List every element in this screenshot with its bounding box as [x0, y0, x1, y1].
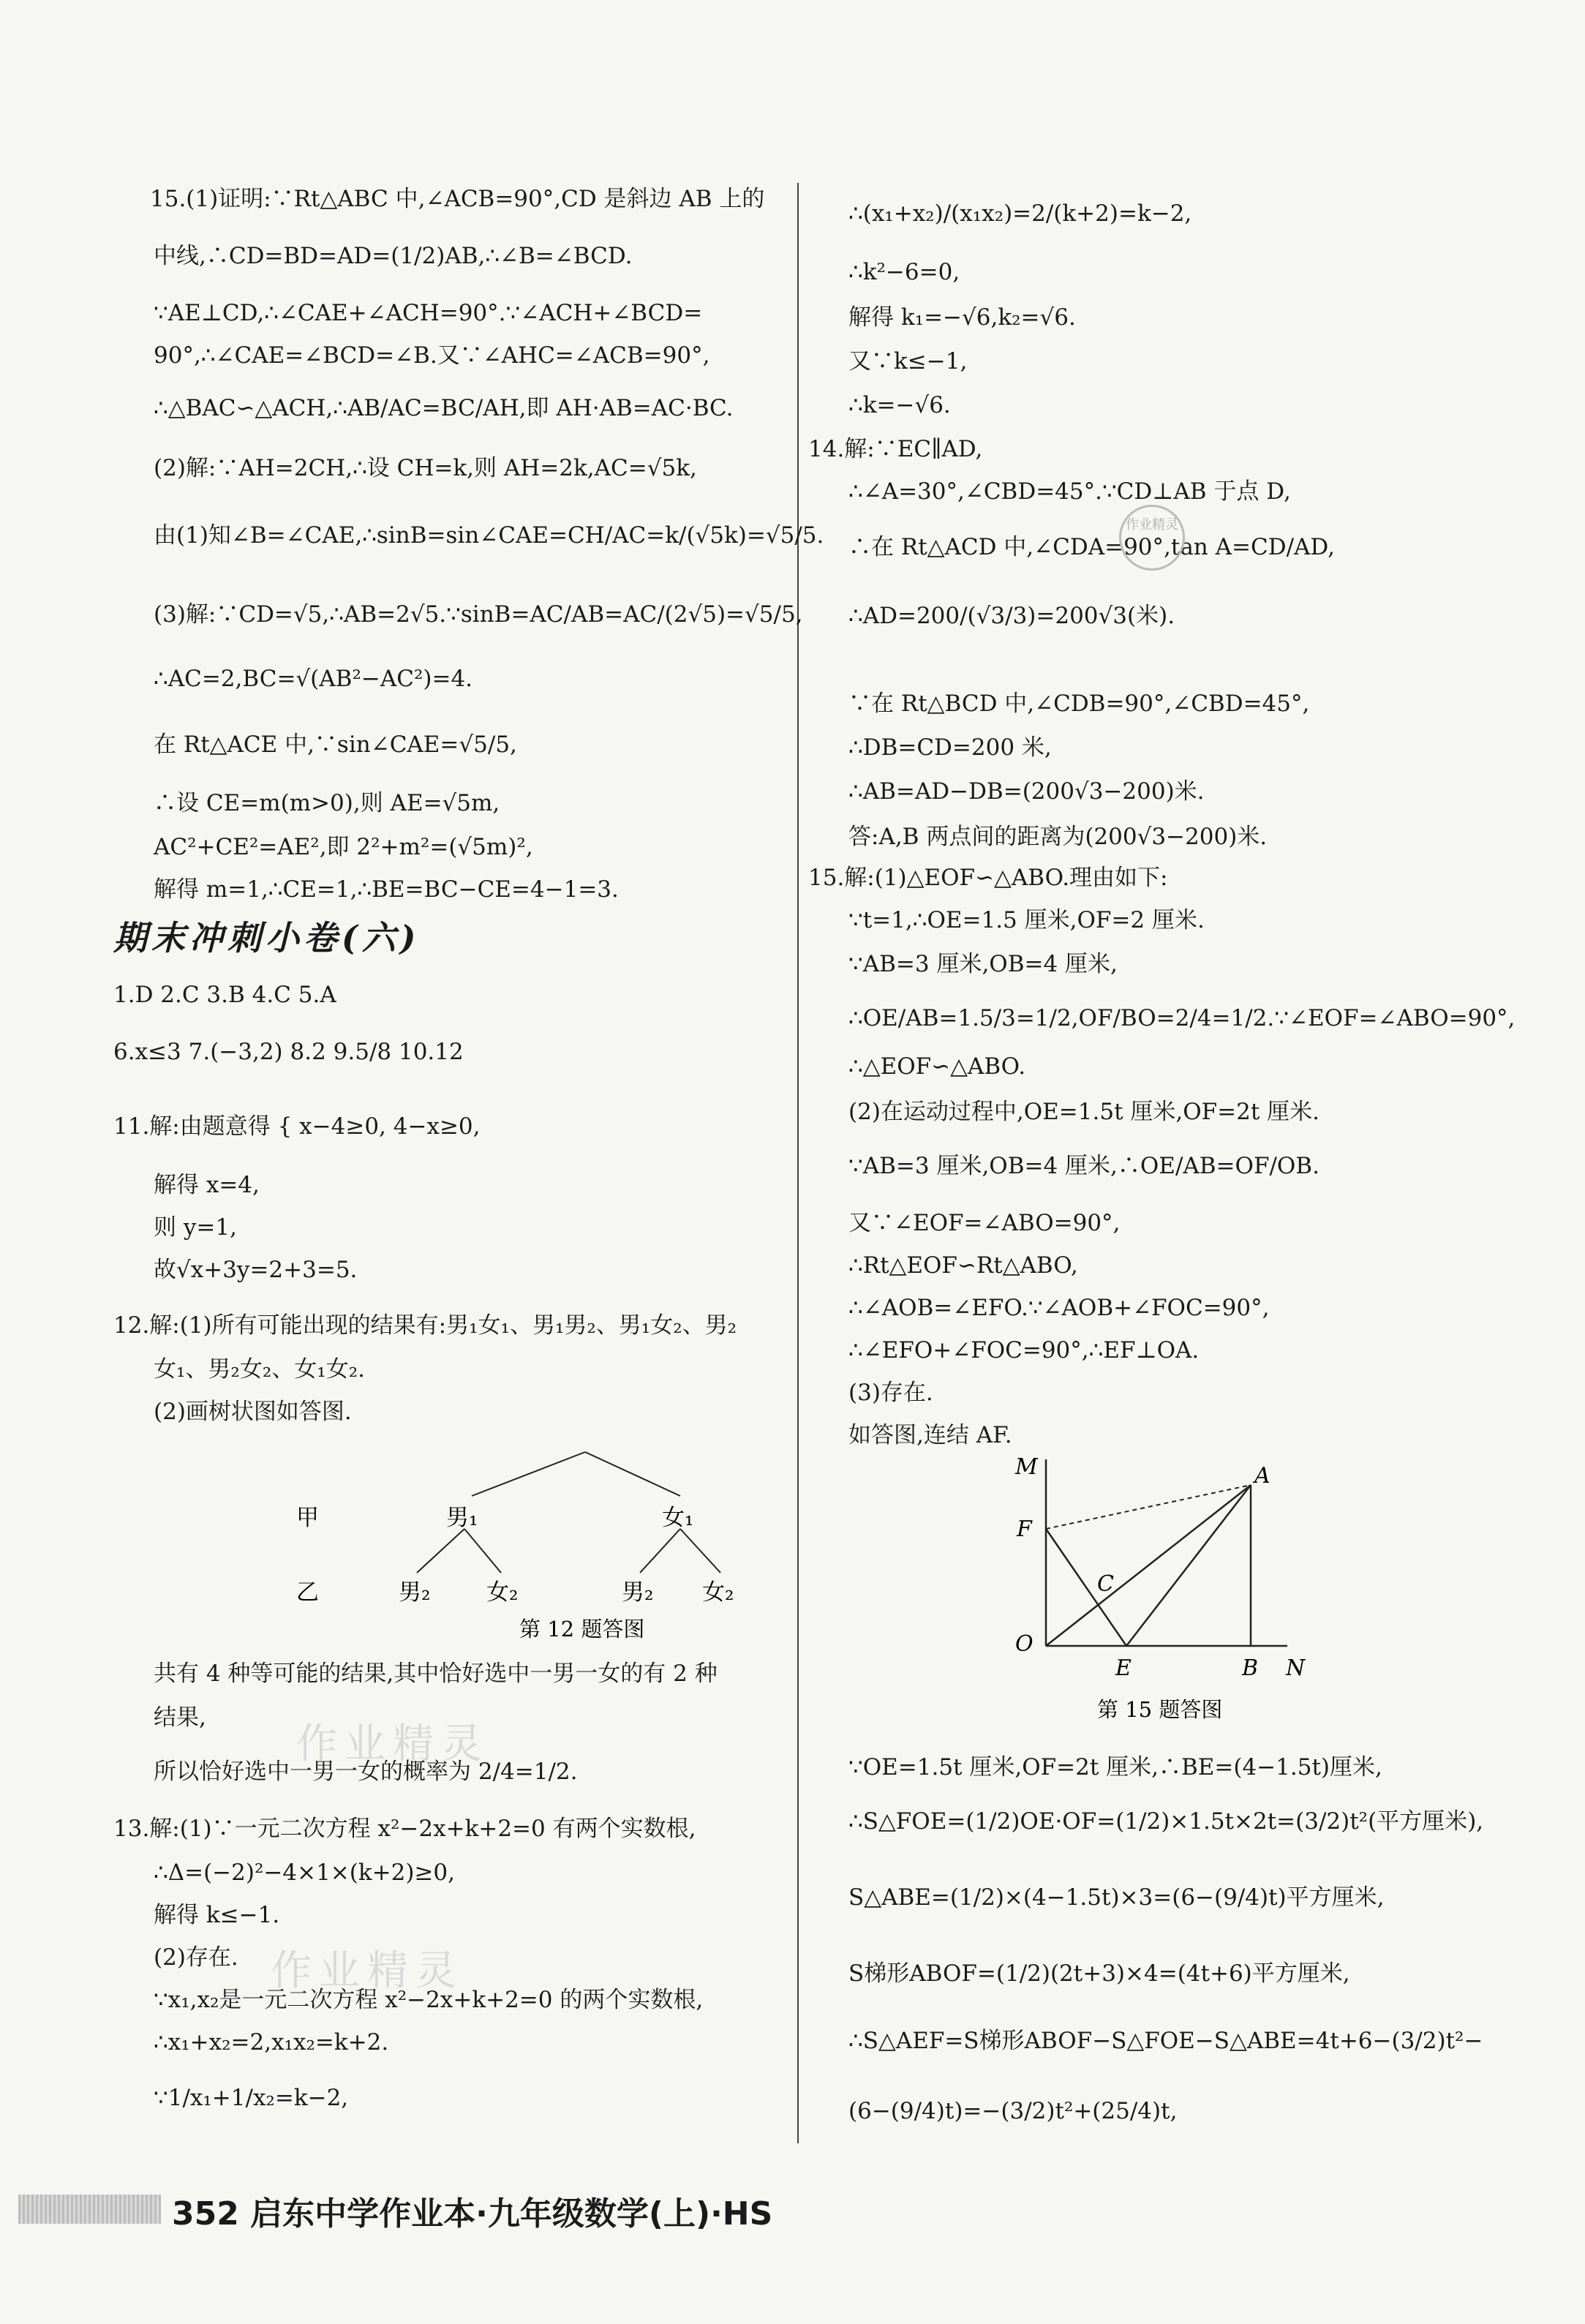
- text-line: 解得 m=1,∴CE=1,∴BE=BC−CE=4−1=3.: [154, 876, 619, 903]
- tree-node: 女₂: [702, 1579, 734, 1606]
- text-line: ∴DB=CD=200 米,: [848, 734, 1052, 761]
- tree-diagram: [278, 1445, 805, 1664]
- question-15: 15.解:(1)△EOF∽△ABO.理由如下:: [808, 865, 1168, 891]
- text-line: ∴∠EFO+∠FOC=90°,∴EF⊥OA.: [848, 1337, 1200, 1364]
- page-footer: 352 启东中学作业本·九年级数学(上)·HS: [172, 2195, 773, 2233]
- point-label: C: [1097, 1571, 1114, 1597]
- text-line: 所以恰好选中一男一女的概率为 2/4=1/2.: [154, 1759, 578, 1785]
- text-line: 结果,: [154, 1704, 206, 1731]
- text-line: 如答图,连结 AF.: [848, 1422, 1012, 1448]
- question-11: 11.解:由题意得 { x−4≥0, 4−x≥0,: [113, 1113, 481, 1140]
- tree-node: 男₂: [399, 1579, 431, 1606]
- text-line: ∴S△AEF=S梯形ABOF−S△FOE−S△ABE=4t+6−(3/2)t²−: [848, 2028, 1483, 2054]
- text-line: (2)在运动过程中,OE=1.5t 厘米,OF=2t 厘米.: [848, 1099, 1320, 1125]
- point-label: N: [1286, 1655, 1306, 1681]
- text-line: 在 Rt△ACE 中,∵sin∠CAE=√5/5,: [154, 732, 517, 758]
- text-line: (2)画树状图如答图.: [154, 1399, 352, 1425]
- text-line: ∴OE/AB=1.5/3=1/2,OF/BO=2/4=1/2.∵∠EOF=∠ABO=90°,: [848, 1005, 1516, 1031]
- watermark-stamp: 作业精灵: [1119, 505, 1185, 571]
- point-label: F: [1017, 1516, 1032, 1542]
- tree-caption: 第 12 题答图: [519, 1617, 645, 1642]
- text-line: ∵t=1,∴OE=1.5 厘米,OF=2 厘米.: [848, 907, 1205, 933]
- text-line: (3)存在.: [848, 1380, 933, 1406]
- text-line: 中线,∴CD=BD=AD=(1/2)AB,∴∠B=∠BCD.: [154, 243, 633, 269]
- question-14: 14.解:∵EC∥AD,: [808, 436, 983, 462]
- text-line: 解得 k≤−1.: [154, 1902, 280, 1928]
- point-label: B: [1242, 1655, 1259, 1681]
- text-line: ∵1/x₁+1/x₂=k−2,: [154, 2085, 349, 2111]
- text-line: (2)存在.: [154, 1944, 238, 1971]
- watermark: 作业精灵: [271, 1947, 464, 1995]
- text-line: ∴AD=200/(√3/3)=200√3(米).: [848, 603, 1175, 629]
- text-line: (3)解:∵CD=√5,∴AB=2√5.∵sinB=AC/AB=AC/(2√5)=√5/5,: [154, 601, 803, 628]
- text-line: 解得 k₁=−√6,k₂=√6.: [848, 304, 1076, 331]
- text-line: ∵AE⊥CD,∴∠CAE+∠ACH=90°.∵∠ACH+∠BCD=: [154, 300, 703, 326]
- text-line: 则 y=1,: [154, 1214, 237, 1241]
- text-line: ∴在 Rt△ACD 中,∠CDA=90°,tan A=CD/AD,: [848, 534, 1336, 560]
- answer-line: 6.x≤3 7.(−3,2) 8.2 9.5/8 10.12: [113, 1039, 464, 1065]
- text-line: 又∵k≤−1,: [848, 348, 968, 375]
- text-line: ∵AB=3 厘米,OB=4 厘米,∴OE/AB=OF/OB.: [848, 1153, 1319, 1179]
- text-line: ∴∠A=30°,∠CBD=45°.∵CD⊥AB 于点 D,: [848, 478, 1291, 505]
- text-line: 解得 x=4,: [154, 1172, 260, 1198]
- text-line: ∴∠AOB=∠EFO.∵∠AOB+∠FOC=90°,: [848, 1295, 1270, 1321]
- text-line: (2)解:∵AH=2CH,∴设 CH=k,则 AH=2k,AC=√5k,: [154, 455, 697, 481]
- question-12: 12.解:(1)所有可能出现的结果有:男₁女₁、男₁男₂、男₁女₂、男₂: [113, 1312, 737, 1339]
- text-line: 90°,∴∠CAE=∠BCD=∠B.又∵∠AHC=∠ACB=90°,: [154, 342, 710, 369]
- text-line: ∴AB=AD−DB=(200√3−200)米.: [848, 778, 1205, 805]
- text-line: (6−(9/4)t)=−(3/2)t²+(25/4)t,: [848, 2098, 1178, 2124]
- text-line: ∴Δ=(−2)²−4×1×(k+2)≥0,: [154, 1859, 455, 1886]
- text-line: ∴x₁+x₂=2,x₁x₂=k+2.: [154, 2029, 389, 2056]
- text-line: S△ABE=(1/2)×(4−1.5t)×3=(6−(9/4)t)平方厘米,: [848, 1884, 1385, 1911]
- text-line: ∴k=−√6.: [848, 392, 951, 418]
- point-label: E: [1115, 1655, 1132, 1681]
- tree-node: 女₂: [486, 1579, 519, 1606]
- text-line: ∴S△FOE=(1/2)OE·OF=(1/2)×1.5t×2t=(3/2)t²(平方厘米),: [848, 1808, 1484, 1835]
- question-13: 13.解:(1)∵一元二次方程 x²−2x+k+2=0 有两个实数根,: [113, 1816, 696, 1842]
- text-line: S梯形ABOF=(1/2)(2t+3)×4=(4t+6)平方厘米,: [848, 1960, 1350, 1987]
- text-line: ∵AB=3 厘米,OB=4 厘米,: [848, 951, 1118, 977]
- tree-node: 女₁: [662, 1505, 694, 1531]
- tree-node: 男₁: [446, 1505, 478, 1531]
- text-line: ∴AC=2,BC=√(AB²−AC²)=4.: [154, 666, 473, 692]
- column-divider: [797, 183, 799, 2143]
- tree-label-jia: 甲: [296, 1505, 319, 1531]
- geometry-figure-15: [1009, 1452, 1317, 1723]
- text-line: ∵x₁,x₂是一元二次方程 x²−2x+k+2=0 的两个实数根,: [154, 1987, 704, 2013]
- text-line: 女₁、男₂女₂、女₁女₂.: [154, 1356, 365, 1383]
- section-heading: 期末冲刺小卷(六): [113, 918, 421, 958]
- text-line: AC²+CE²=AE²,即 2²+m²=(√5m)²,: [154, 834, 533, 860]
- text-line: ∴△BAC∽△ACH,∴AB/AC=BC/AH,即 AH·AB=AC·BC.: [154, 395, 734, 421]
- text-line: 15.(1)证明:∵Rt△ABC 中,∠ACB=90°,CD 是斜边 AB 上的: [150, 186, 765, 212]
- answer-line: 1.D 2.C 3.B 4.C 5.A: [113, 982, 336, 1008]
- text-line: ∵在 Rt△BCD 中,∠CDB=90°,∠CBD=45°,: [848, 691, 1310, 717]
- point-label: A: [1254, 1463, 1270, 1489]
- text-line: 故√x+3y=2+3=5.: [154, 1257, 358, 1283]
- text-line: 共有 4 种等可能的结果,其中恰好选中一男一女的有 2 种: [154, 1661, 718, 1687]
- text-line: ∴Rt△EOF∽Rt△ABO,: [848, 1252, 1078, 1279]
- tree-node: 男₂: [622, 1579, 654, 1606]
- footer-bar: [18, 2195, 161, 2224]
- text-line: ∴(x₁+x₂)/(x₁x₂)=2/(k+2)=k−2,: [848, 200, 1192, 227]
- point-label: O: [1015, 1631, 1034, 1657]
- text-line: ∴设 CE=m(m>0),则 AE=√5m,: [154, 790, 500, 816]
- text-line: 由(1)知∠B=∠CAE,∴sinB=sin∠CAE=CH/AC=k/(√5k)=√5/5.: [154, 522, 824, 549]
- text-line: ∵OE=1.5t 厘米,OF=2t 厘米,∴BE=(4−1.5t)厘米,: [848, 1754, 1382, 1780]
- figure-caption: 第 15 题答图: [1097, 1697, 1223, 1722]
- watermark: 作业精灵: [296, 1721, 489, 1768]
- text-line: 答:A,B 两点间的距离为(200√3−200)米.: [848, 824, 1268, 850]
- text-line: ∴k²−6=0,: [848, 259, 960, 285]
- text-line: 又∵∠EOF=∠ABO=90°,: [848, 1210, 1121, 1236]
- text-line: ∴△EOF∽△ABO.: [848, 1053, 1026, 1080]
- tree-label-yi: 乙: [296, 1579, 319, 1606]
- point-label: M: [1015, 1454, 1038, 1480]
